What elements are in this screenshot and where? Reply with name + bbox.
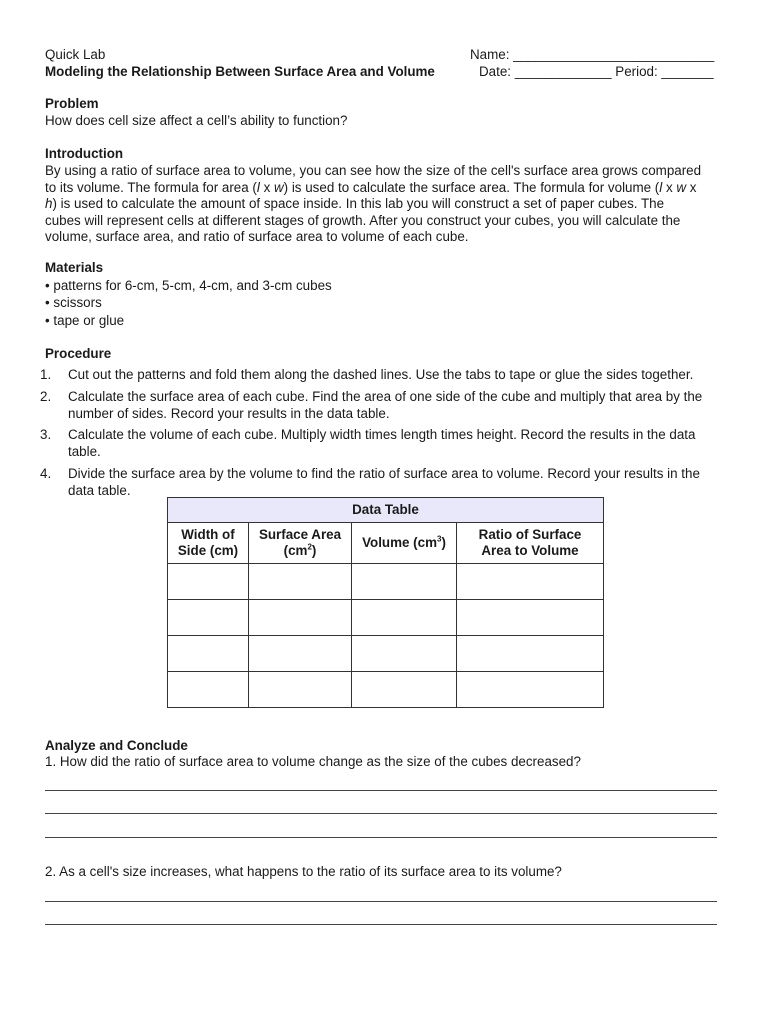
answer-line[interactable] [45,813,717,814]
lab-type: Quick Lab [45,47,106,62]
answer-line[interactable] [45,837,717,838]
table-cell[interactable] [168,636,249,672]
table-cell[interactable] [352,564,457,600]
table-cell[interactable] [352,600,457,636]
procedure-step: Divide the surface area by the volume to find the ratio of surface area to volume. Record your results in the data table. [68,466,700,498]
table-row [168,564,604,600]
date-period-field[interactable]: Date: _____________ Period: _______ [479,64,714,79]
materials-item: • tape or glue [45,313,125,328]
procedure-step-number: 3. [40,427,52,442]
table-row [168,672,604,708]
table-cell[interactable] [352,636,457,672]
procedure-step: Cut out the patterns and fold them along the dashed lines. Use the tabs to tape or glue the sides together. [68,367,694,382]
column-header-ratio: Ratio of Surface Area to Volume [457,523,604,564]
introduction-text: By using a ratio of surface area to volume, you can see how the size of the cell's surface area grows compared to its volume. The formula for area (l x w) is used to calculate the surface area. The formula for volume (l x w x h) is used to calculate the amount of space inside. In this lab you will construct a set of paper cubes. The cubes will represent cells at different stages of growth. After you construct your cubes, you will calculate the volume, surface area, and ratio of surface area to volume of each cube. [45,163,702,244]
column-header-surface-area: Surface Area $(cm^2)$ [249,523,352,564]
data-table-title: Data Table [168,498,604,523]
introduction-heading: Introduction [45,146,124,161]
table-cell[interactable] [168,564,249,600]
procedure-heading: Procedure [45,346,112,361]
question-2: 2. As a cell's size increases, what happens to the ratio of its surface area to its volume? [45,864,562,879]
procedure-step: Calculate the surface area of each cube. Find the area of one side of the cube and multiply that area by the number of sides. Record your results in the data table. [68,389,703,421]
materials-heading: Materials [45,260,104,275]
column-header-width: Width of Side (cm) [168,523,249,564]
answer-line[interactable] [45,901,717,902]
column-header-volume: Volume $(cm^3)$ [352,523,457,564]
table-cell[interactable] [249,564,352,600]
name-field[interactable]: Name: ___________________________ [470,47,715,62]
procedure-step-number: 1. [40,367,52,382]
materials-item: • patterns for 6-cm, 5-cm, 4-cm, and 3-cm cubes [45,278,332,293]
procedure-step: Calculate the volume of each cube. Multiply width times length times height. Record the results in the data table. [68,427,696,459]
table-row [168,600,604,636]
problem-text: How does cell size affect a cell’s ability to function? [45,113,348,128]
table-cell[interactable] [168,672,249,708]
table-cell[interactable] [249,672,352,708]
question-1: 1. How did the ratio of surface area to volume change as the size of the cubes decreased? [45,754,581,769]
procedure-step-number: 4. [40,466,52,481]
table-cell[interactable] [249,636,352,672]
page-title: Modeling the Relationship Between Surface Area and Volume [45,64,435,79]
analyze-heading: Analyze and Conclude [45,738,188,753]
table-cell[interactable] [249,600,352,636]
table-cell[interactable] [352,672,457,708]
data-table [167,497,604,708]
table-cell[interactable] [457,636,604,672]
table-cell[interactable] [457,672,604,708]
problem-heading: Problem [45,96,99,111]
table-row [168,636,604,672]
answer-line[interactable] [45,924,717,925]
table-cell[interactable] [457,600,604,636]
procedure-step-number: 2. [40,389,52,404]
materials-item: • scissors [45,295,102,310]
table-cell[interactable] [168,600,249,636]
table-cell[interactable] [457,564,604,600]
answer-line[interactable] [45,790,717,791]
